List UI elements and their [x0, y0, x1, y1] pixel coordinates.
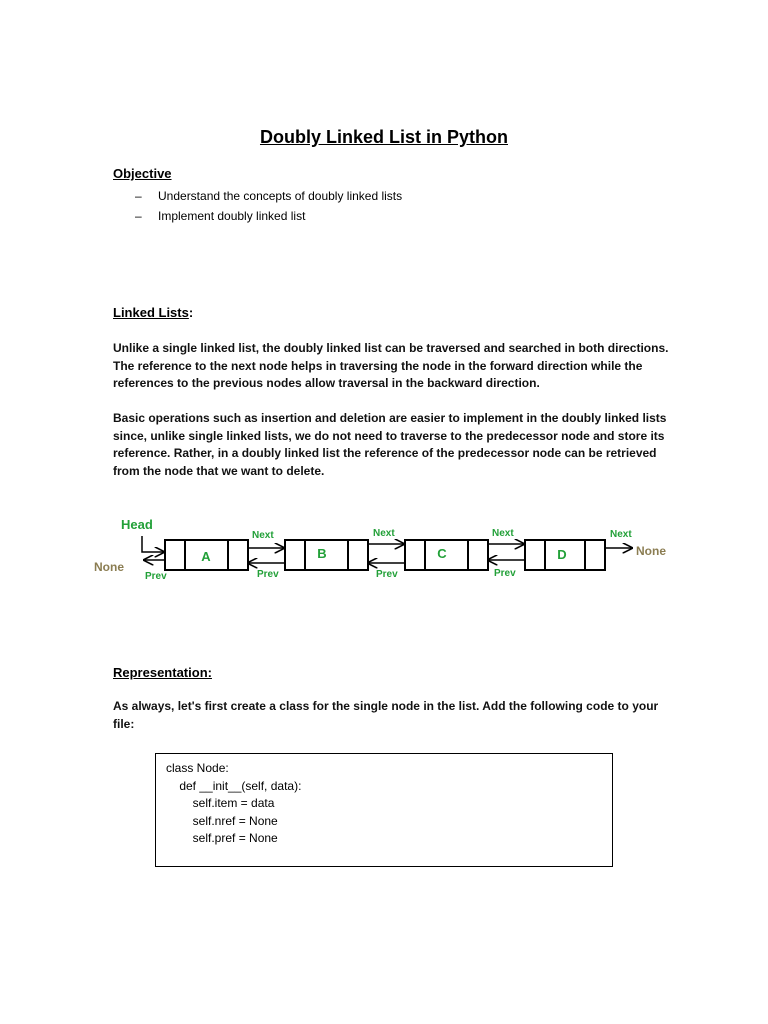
code-line: self.nref = None [166, 813, 278, 828]
node-c [405, 540, 488, 570]
node-label: B [317, 546, 327, 561]
node-b [285, 540, 368, 570]
list-item [135, 206, 402, 226]
bullet-text: Understand the concepts of doubly linked lists [158, 189, 403, 203]
objective-heading [113, 166, 172, 181]
prev-label: Prev [376, 569, 398, 580]
linked-lists-colon: : [188, 305, 194, 320]
none-right-label: None [636, 544, 666, 558]
paragraph [113, 698, 673, 733]
code-line: def __init__(self, data): [166, 778, 302, 793]
node-label: A [201, 549, 211, 564]
next-label: Next [610, 529, 632, 540]
next-label: Next [252, 530, 274, 541]
head-label: Head [121, 517, 153, 532]
linked-lists-heading [113, 305, 193, 320]
objective-list [135, 186, 402, 226]
paragraph [113, 410, 673, 480]
code-line: self.item = data [166, 796, 275, 810]
bullet-dash: – [135, 189, 142, 203]
paragraph [113, 340, 673, 393]
bullet-text: Implement doubly linked list [158, 209, 306, 223]
objective-heading-text: Objective [113, 166, 172, 181]
doubly-linked-list-diagram [90, 510, 680, 600]
node-label: D [557, 547, 567, 562]
list-item [135, 186, 402, 206]
node-label: C [437, 546, 447, 561]
representation-heading [113, 665, 212, 680]
none-left-label: None [94, 560, 124, 574]
prev-label: Prev [257, 569, 279, 580]
node-a [165, 540, 248, 570]
head-arrow [142, 536, 164, 552]
page-title: Doubly Linked List in Python [259, 127, 508, 147]
prev-label: Prev [145, 571, 167, 582]
paragraph-text: Unlike a single linked list, the doubly linked list can be traversed and searched in both directions. The reference to the next node helps in traversing the node in the forward direction while the references to the previous nodes allow traversal in the backward direction. [113, 341, 669, 390]
next-label: Next [373, 528, 395, 539]
bullet-dash: – [135, 209, 142, 223]
node-d [525, 540, 605, 570]
prev-label: Prev [494, 568, 516, 579]
linked-lists-heading-text: Linked Lists [113, 305, 189, 320]
paragraph-text: As always, let's first create a class for the single node in the list. Add the following code to your file: [113, 699, 659, 731]
code-line: class Node: [166, 761, 229, 775]
next-label: Next [492, 528, 514, 539]
paragraph-text: Basic operations such as insertion and deletion are easier to implement in the doubly linked lists since, unlike single linked lists, we do not need to traverse to the predecessor node and store its reference. Rather, in a doubly linked list the reference of the predecessor node can be retrieved from the node that we want to delete. [113, 411, 667, 478]
code-line: self.pref = None [166, 831, 278, 845]
representation-heading-text: Representation: [113, 665, 212, 680]
code-block [155, 753, 613, 867]
